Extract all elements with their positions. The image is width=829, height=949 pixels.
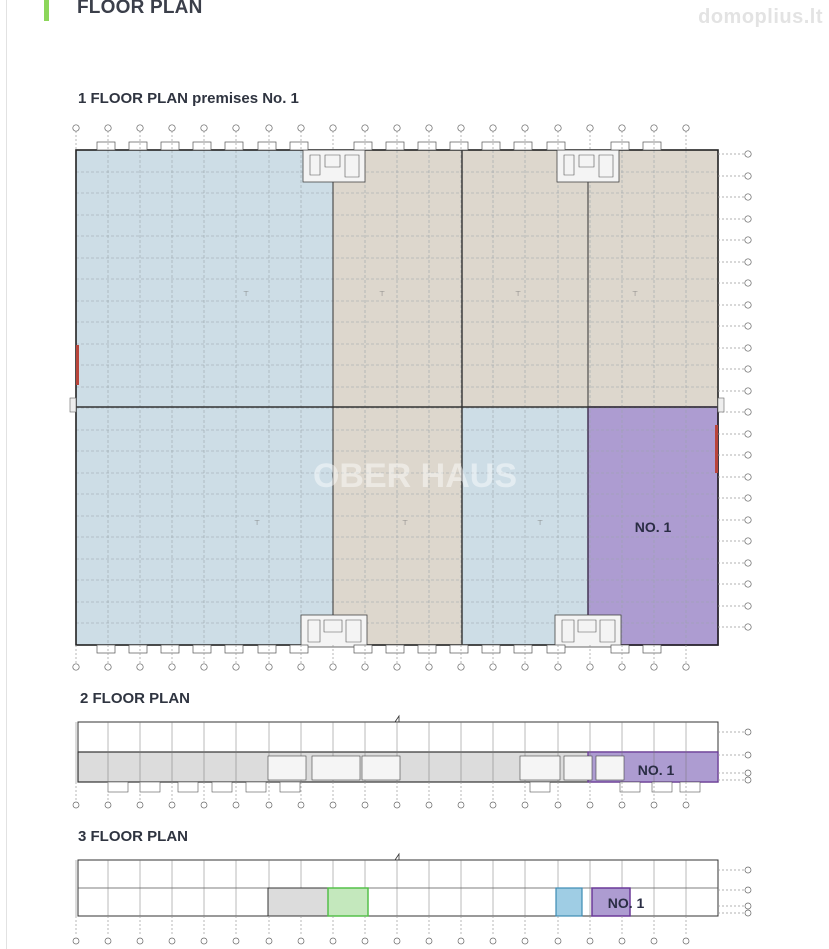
plan-watermark-text: OBER HAUS bbox=[312, 457, 518, 495]
svg-text:⊤: ⊤ bbox=[537, 519, 544, 527]
floor-3-zone-blue bbox=[556, 888, 582, 916]
floor-2-premises-label: NO. 1 bbox=[637, 762, 675, 778]
svg-text:⊤: ⊤ bbox=[402, 519, 409, 527]
site-watermark: domoplius.lt bbox=[698, 6, 823, 28]
svg-text:⊤: ⊤ bbox=[254, 519, 261, 527]
floor-3-zone-green bbox=[328, 888, 368, 916]
floor-1-zone-beige-top-right bbox=[462, 150, 718, 407]
floor-3-plan bbox=[73, 854, 751, 944]
svg-text:⊤: ⊤ bbox=[632, 290, 639, 298]
svg-text:⊤: ⊤ bbox=[379, 290, 386, 298]
floor-1-plan bbox=[70, 125, 751, 670]
svg-text:⊤: ⊤ bbox=[515, 290, 522, 298]
page-title: FLOOR PLAN bbox=[77, 0, 203, 18]
floor-1-zone-blue-top-left bbox=[76, 150, 333, 407]
floor-1-title: 1 FLOOR PLAN premises No. 1 bbox=[78, 90, 299, 107]
floor-1-premises-label: NO. 1 bbox=[634, 519, 672, 535]
floor-2-title: 2 FLOOR PLAN bbox=[80, 690, 191, 707]
floor-1-zone-blue-bottom-left bbox=[76, 407, 333, 645]
floor-2-plan bbox=[73, 716, 751, 808]
floor-1-zone-beige-bottom-mid bbox=[333, 407, 462, 645]
floor-1-zone-beige-top-mid bbox=[333, 150, 462, 407]
svg-text:⊤: ⊤ bbox=[243, 290, 250, 298]
floor-3-title: 3 FLOOR PLAN bbox=[78, 828, 189, 845]
floor-3-zone-grey bbox=[268, 888, 328, 916]
floor-3-premises-label: NO. 1 bbox=[607, 895, 645, 911]
